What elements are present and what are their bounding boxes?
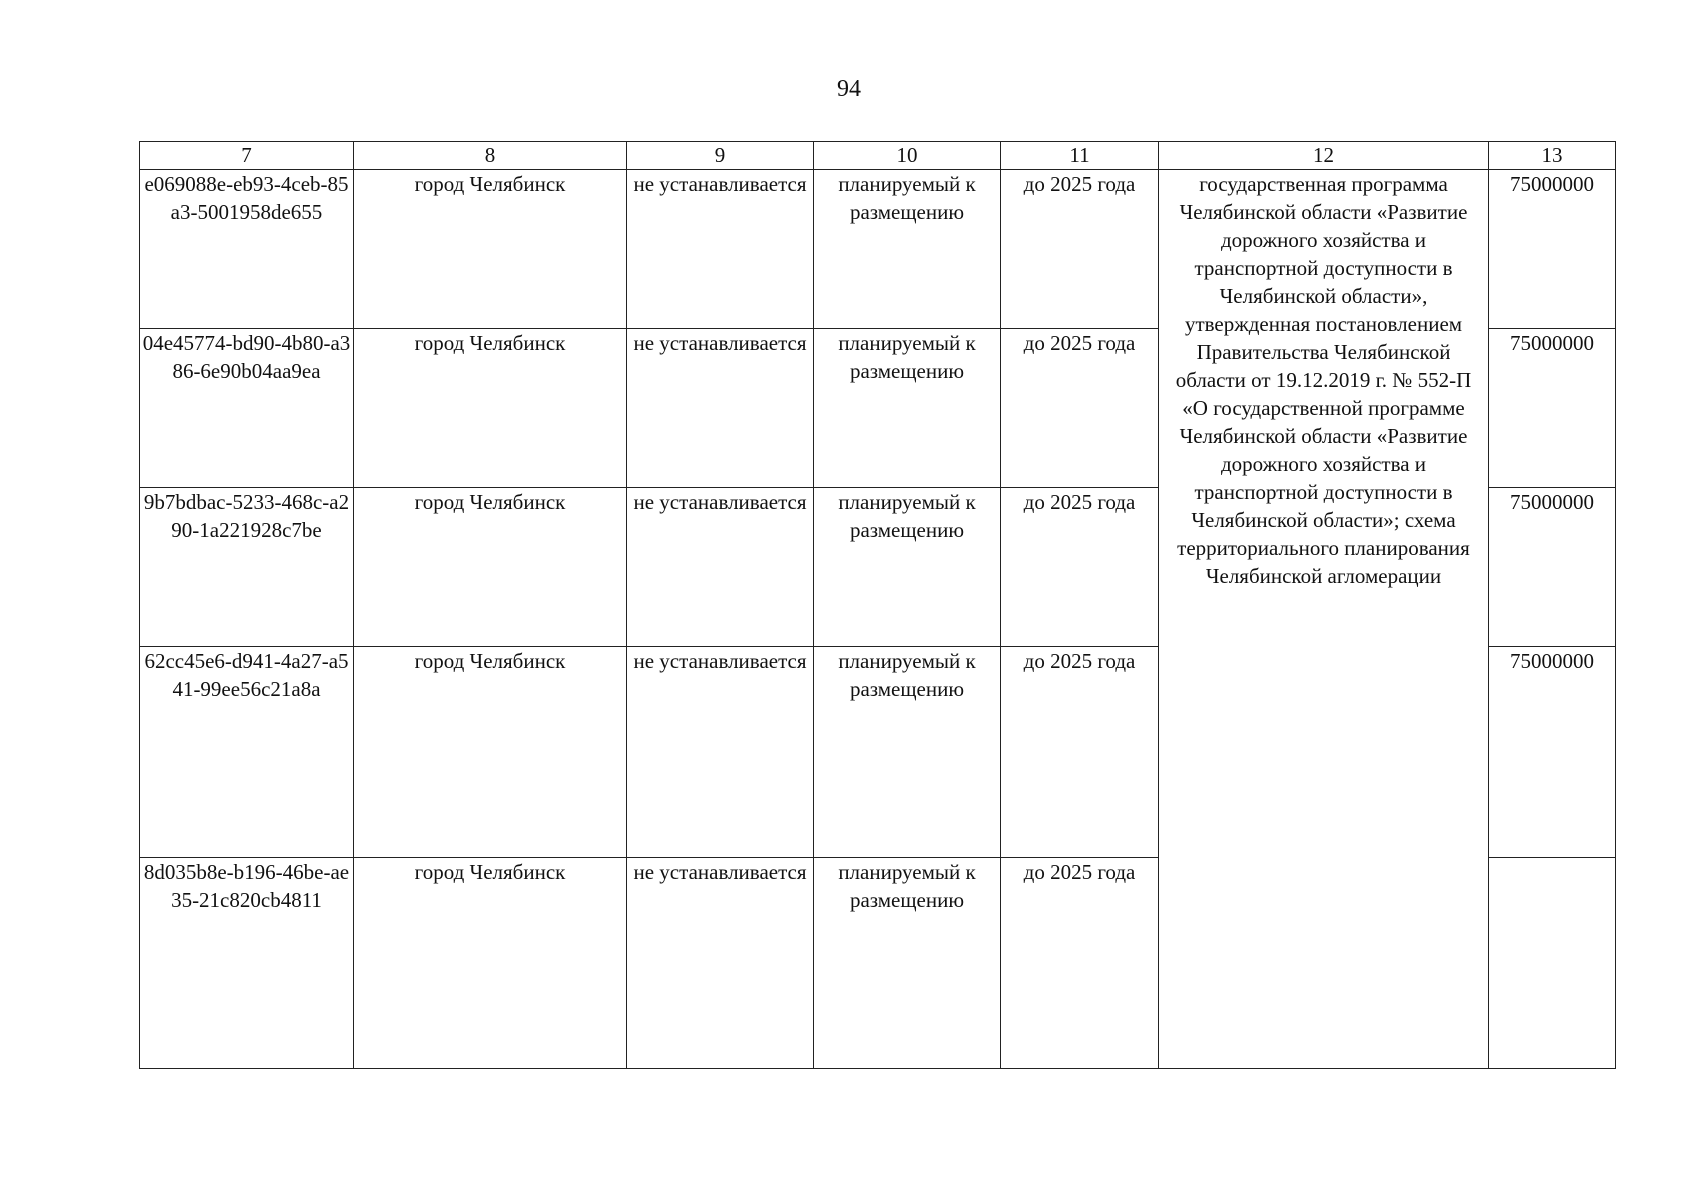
amount-cell: 75000000: [1489, 329, 1616, 488]
header-col-13: 13: [1489, 142, 1616, 170]
status-cell: планируемый к размещению: [814, 170, 1001, 329]
status-cell: планируемый к размещению: [814, 488, 1001, 647]
status-cell: планируемый к размещению: [814, 647, 1001, 858]
header-col-10: 10: [814, 142, 1001, 170]
object-id: 8d035b8e-b196-46be-ae35-21c820cb4811: [140, 858, 354, 1069]
term-cell: до 2025 года: [1001, 488, 1159, 647]
amount-cell: 75000000: [1489, 170, 1616, 329]
term-cell: до 2025 года: [1001, 329, 1159, 488]
term-cell: до 2025 года: [1001, 647, 1159, 858]
zone-cell: не устанавливается: [627, 488, 814, 647]
location-cell: город Челябинск: [354, 858, 627, 1069]
header-col-8: 8: [354, 142, 627, 170]
location-cell: город Челябинск: [354, 488, 627, 647]
zone-cell: не устанавливается: [627, 647, 814, 858]
zone-cell: не устанавливается: [627, 329, 814, 488]
object-id: 9b7bdbac-5233-468c-a290-1a221928c7be: [140, 488, 354, 647]
program-description: государственная программа Челябинской области «Развитие дорожного хозяйства и транспортной доступности в Челябинской области», утвержденная постановлением Правительства Челябинской области от 19.12.2019 г. № 552-П «О государственной программе Челябинской области «Развитие дорожного хозяйства и транспортной доступности в Челябинской области»; схема территориального планирования Челябинской агломерации: [1159, 170, 1489, 1069]
location-cell: город Челябинск: [354, 329, 627, 488]
header-col-11: 11: [1001, 142, 1159, 170]
status-cell: планируемый к размещению: [814, 858, 1001, 1069]
zone-cell: не устанавливается: [627, 170, 814, 329]
page-number: 94: [837, 76, 861, 102]
amount-cell: 75000000: [1489, 647, 1616, 858]
zone-cell: не устанавливается: [627, 858, 814, 1069]
amount-cell: 75000000: [1489, 488, 1616, 647]
status-cell: планируемый к размещению: [814, 329, 1001, 488]
header-col-7: 7: [140, 142, 354, 170]
header-row: [140, 142, 1616, 170]
header-col-9: 9: [627, 142, 814, 170]
header-col-12: 12: [1159, 142, 1489, 170]
object-id: 04e45774-bd90-4b80-a386-6e90b04aa9ea: [140, 329, 354, 488]
location-cell: город Челябинск: [354, 170, 627, 329]
term-cell: до 2025 года: [1001, 858, 1159, 1069]
data-table: [139, 141, 1616, 1069]
object-id: 62cc45e6-d941-4a27-a541-99ee56c21a8a: [140, 647, 354, 858]
table-row: [140, 170, 1616, 329]
object-id: e069088e-eb93-4ceb-85a3-5001958de655: [140, 170, 354, 329]
term-cell: до 2025 года: [1001, 170, 1159, 329]
location-cell: город Челябинск: [354, 647, 627, 858]
amount-cell: [1489, 858, 1616, 1069]
